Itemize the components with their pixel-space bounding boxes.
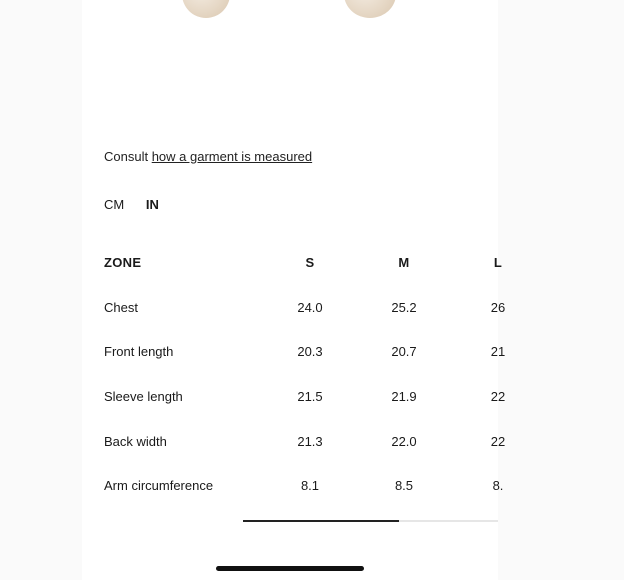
value-cell: 22	[490, 389, 506, 405]
consult-prefix: Consult	[104, 149, 152, 164]
zone-label: Arm circumference	[104, 478, 214, 494]
value-cell: 21	[490, 344, 506, 360]
measure-guide-link[interactable]: how a garment is measured	[151, 149, 313, 164]
table-row	[104, 290, 624, 335]
value-cell: 8.5	[394, 478, 414, 494]
value-cell: 20.3	[297, 344, 323, 360]
unit-toggle	[104, 197, 177, 212]
value-cell: 24.0	[297, 299, 323, 315]
zone-label: Sleeve length	[104, 389, 183, 405]
header-zone: ZONE	[104, 255, 142, 270]
header-size-s: S	[305, 255, 315, 270]
unit-in-button[interactable]: IN	[145, 197, 159, 212]
value-cell: 25.2	[391, 299, 417, 315]
table-row	[104, 334, 624, 379]
consult-text	[104, 149, 312, 164]
value-cell: 8.1	[300, 478, 320, 494]
zone-label: Front length	[104, 344, 174, 360]
zone-label: Back width	[104, 433, 167, 449]
header-size-l: L	[493, 255, 503, 270]
value-cell: 22	[490, 433, 506, 449]
home-indicator[interactable]	[216, 566, 364, 571]
table-row	[104, 468, 624, 513]
value-cell: 22.0	[391, 433, 417, 449]
value-cell: 21.9	[391, 389, 417, 405]
product-image	[82, 0, 498, 30]
scrollbar-thumb[interactable]	[243, 520, 399, 522]
zone-label: Chest	[104, 299, 138, 315]
size-guide-panel	[82, 0, 506, 580]
table-header	[104, 245, 624, 290]
value-cell: 21.3	[297, 433, 323, 449]
value-cell: 20.7	[391, 344, 417, 360]
value-cell: 26	[490, 299, 506, 315]
size-table[interactable]	[104, 245, 506, 515]
value-cell: 21.5	[297, 389, 323, 405]
header-size-m: M	[398, 255, 410, 270]
table-row	[104, 424, 624, 469]
unit-cm-button[interactable]: CM	[104, 197, 125, 212]
value-cell: 8.	[492, 478, 504, 494]
table-row	[104, 379, 624, 424]
horizontal-scrollbar[interactable]	[243, 520, 498, 522]
